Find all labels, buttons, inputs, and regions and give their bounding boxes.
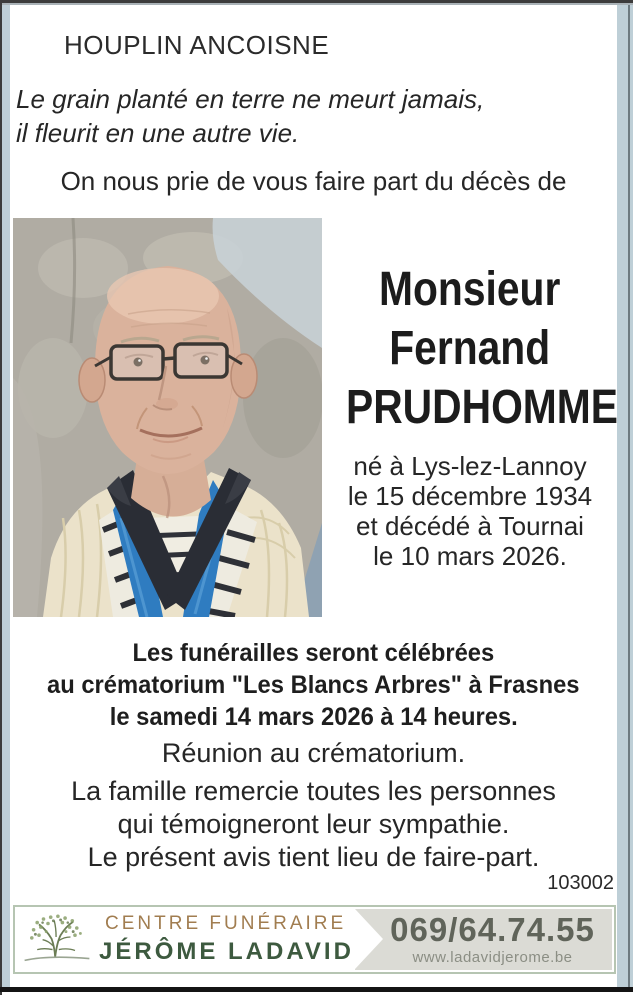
tree-icon xyxy=(21,910,93,968)
frame-right-line xyxy=(628,5,630,987)
funeral-line-3-text: le samedi 14 mars 2026 à 14 heures. xyxy=(109,703,518,731)
funeral-line-1 xyxy=(14,637,613,669)
website-url: www.ladavidjerome.be xyxy=(412,949,573,966)
thanks-line-2: qui témoigneront leur sympathie. xyxy=(117,809,510,839)
reference-number: 103002 xyxy=(547,872,614,894)
thanks-line-1: La famille remercie toutes les personnes xyxy=(71,776,556,806)
funeral-home-banner xyxy=(13,905,616,974)
deceased-title-text: Monsieur xyxy=(379,263,561,316)
frame-left-band xyxy=(2,5,10,987)
meeting-line: Réunion au crématorium. xyxy=(161,738,466,768)
portrait-illustration xyxy=(13,218,322,617)
funeral-line-1-text: Les funérailles seront célébrées xyxy=(132,639,495,667)
funeral-line-2 xyxy=(14,669,613,701)
funeral-announcement xyxy=(14,637,613,733)
frame-top-shadow xyxy=(0,3,633,5)
birth-date: le 15 décembre 1934 xyxy=(347,481,593,511)
epitaph-quote xyxy=(16,82,484,150)
company-type: CENTRE FUNÉRAIRE xyxy=(105,913,347,934)
death-date: le 10 mars 2026. xyxy=(373,541,567,571)
deceased-last-name-text: PRUDHOMME xyxy=(346,381,618,434)
birth-death-details xyxy=(322,451,618,571)
arrow-right-icon xyxy=(355,909,383,969)
epitaph-line-2: il fleurit en une autre vie. xyxy=(16,118,300,148)
frame-right-band xyxy=(617,5,633,987)
death-place: et décédé à Tournai xyxy=(356,511,584,541)
deceased-title xyxy=(322,260,618,319)
deceased-last-name xyxy=(322,378,618,437)
company-name: JÉRÔME LADAVID xyxy=(99,938,354,965)
company-name-block xyxy=(99,913,354,966)
birth-place: né à Lys-lez-Lannoy xyxy=(353,451,587,481)
deceased-first-name xyxy=(322,319,618,378)
portrait-photo xyxy=(13,218,322,617)
commune-name: HOUPLIN ANCOISNE xyxy=(64,30,330,60)
intro-line: On nous prie de vous faire part du décès de xyxy=(60,166,567,196)
thanks-paragraph xyxy=(14,775,613,841)
epitaph-line-1: Le grain planté en terre ne meurt jamais, xyxy=(16,84,485,114)
contact-block xyxy=(355,909,612,970)
deceased-block xyxy=(322,260,618,571)
funeral-line-2-text: au crématorium "Les Blancs Arbres" à Frasnes xyxy=(47,671,580,699)
funeral-line-3 xyxy=(14,701,613,733)
deceased-first-name-text: Fernand xyxy=(389,322,551,375)
frame-bottom-border xyxy=(0,987,633,992)
notice-statement: Le présent avis tient lieu de faire-part. xyxy=(87,842,540,872)
phone-number: 069/64.74.55 xyxy=(390,911,595,948)
